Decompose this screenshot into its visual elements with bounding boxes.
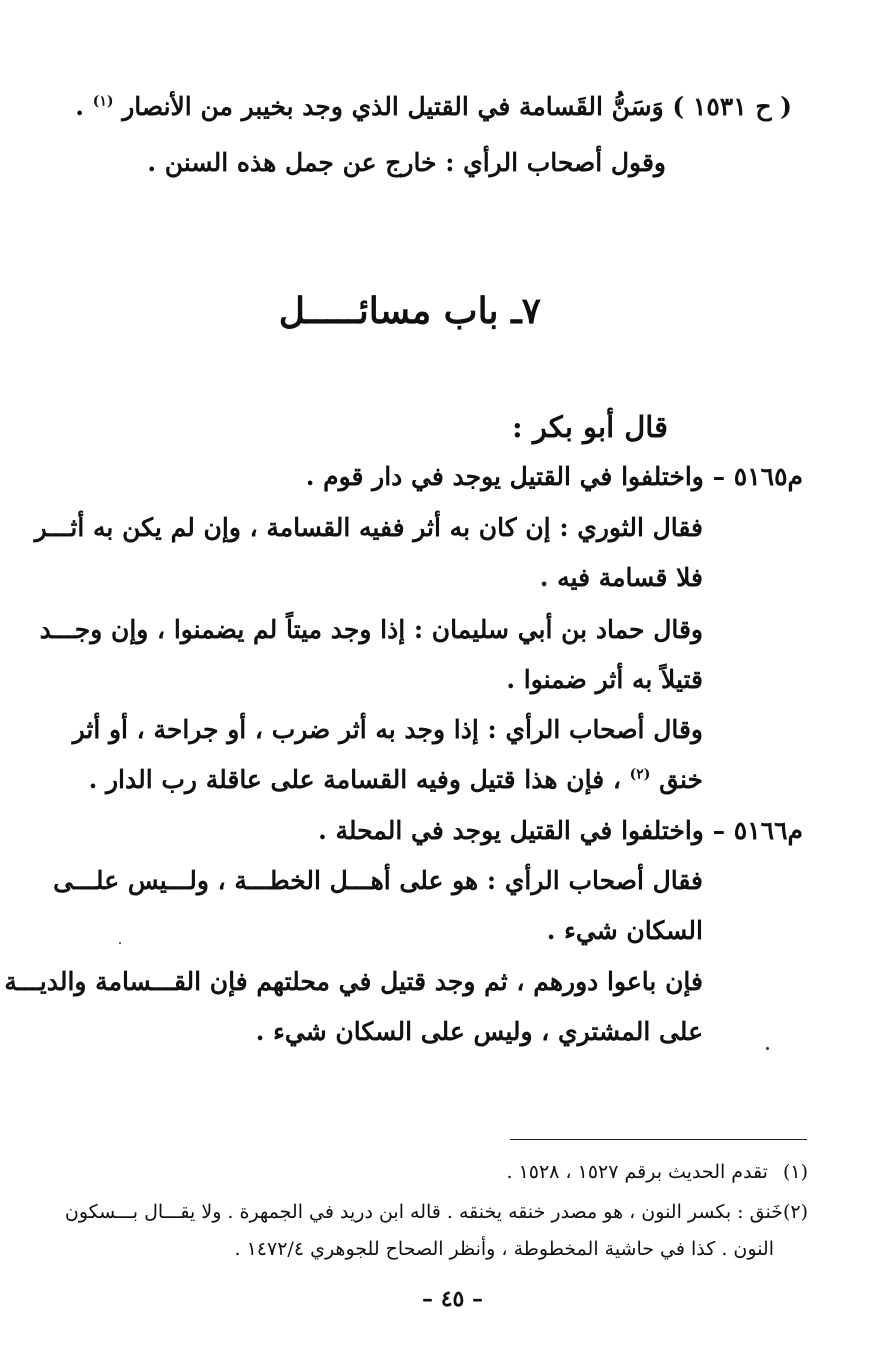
issue-5166-rai-line-2 [547,918,703,943]
thawri-text-1: فقال الثوري : إن كان به أثر ففيه القسامة ، وإن لم يكن به أثـــر [34,513,703,542]
page-number [422,1288,483,1310]
rai-line-2 [89,767,703,792]
footnote-marker: (١) [782,1161,808,1183]
section-heading-text: ٧ـ باب مسائـــــل [278,290,541,332]
hammad-text-1: وقال حماد بن أبي سليمان : إذا وجد ميتاً لم يضمنوا ، وإن وجـــد [39,615,703,644]
footnote-ref-1[interactable]: (١) [92,93,114,110]
hadith-text: ( ح ١٥٣١ ) وَسَنُّ القَسامة في القتيل الذي وجد بخيبر من الأنصار [122,92,792,121]
rai-text-2-rest: ، فإن هذا قتيل وفيه القسامة على عاقلة رب الدار . [88,765,630,794]
hammad-line-2 [506,667,703,692]
footnote-1 [506,1163,808,1182]
issue-5166-text: – واختلفوا في القتيل يوجد في المحلة . [318,816,734,845]
section-heading [278,290,541,332]
speaker-intro-text: قال أبو بكر : [512,410,668,444]
opinion-line [147,150,666,175]
issue-5166-rai-text-2: السكان شيء . [546,916,703,945]
issue-5166-rai-text-1: فقال أصحاب الرأي : هو على أهـــل الخطـــة ، ولـــيس علـــى [53,866,703,895]
footnote-text: خَنق : بكسر النون ، هو مصدر خنقه يخنقه . قاله ابن دريد في الجمهرة . ولا يقـــال بـــسكون [64,1201,783,1223]
thawri-line-2 [540,565,703,590]
rai-text-2-start: خنق [659,765,703,794]
footnote-2 [64,1201,808,1223]
thawri-text-2: فلا قسامة فيه . [539,563,703,592]
footnote-text: النون . كذا في حاشية المخطوطة ، وأنظر الصحاح للجوهري ١٤٧٢/٤ . [234,1238,774,1260]
sold-houses-line-2 [256,1019,703,1044]
issue-number-5165: م٥١٦٥ [733,462,803,491]
footnote-marker: (٢) [782,1201,808,1223]
sold-houses-text-2: على المشتري ، وليس على السكان شيء . [255,1017,703,1046]
footnote-2-continuation [235,1240,775,1259]
speaker-intro [512,410,668,444]
footnote-divider [510,1139,807,1140]
thawri-line-1 [34,513,703,542]
rai-text-1: وقال أصحاب الرأي : إذا وجد به أثر ضرب ، أو جراحة ، أو أثر [72,715,703,744]
print-speck [766,1047,769,1050]
opinion-text: وقول أصحاب الرأي : خارج عن جمل هذه السنن . [147,148,666,177]
sold-houses-line-1 [4,967,703,996]
hadith-line [75,94,792,119]
print-speck [119,942,121,944]
issue-5166-rai-line-1 [53,866,703,895]
hammad-line-1 [39,615,703,644]
issue-5165-line [306,464,803,489]
sold-houses-text-1: فإن باعوا دورهم ، ثم وجد قتيل في محلتهم فإن القـــسامة والديـــة [4,967,703,996]
issue-5166-line [318,818,803,843]
hammad-text-2: قتيلاً به أثر ضمنوا . [506,665,703,694]
footnote-ref-2[interactable]: (٢) [629,766,651,783]
hadith-end: . [75,92,93,121]
page-number-text: – ٤٥ – [422,1286,483,1312]
issue-number-5166: م٥١٦٦ [733,816,803,845]
issue-5165-text: – واختلفوا في القتيل يوجد في دار قوم . [305,462,734,491]
footnote-text: تقدم الحديث برقم ١٥٢٧ ، ١٥٢٨ . [506,1161,768,1183]
rai-line-1 [73,717,703,742]
